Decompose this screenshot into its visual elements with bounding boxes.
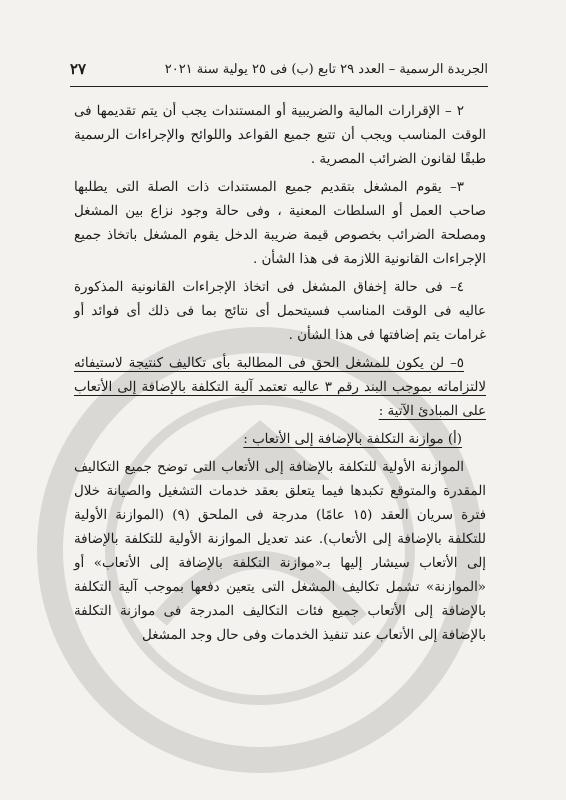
document-body	[74, 100, 486, 652]
header-divider	[70, 86, 488, 87]
paragraph-3: ٣– يقوم المشغل بتقديم جميع المستندات ذات الصلة التى يطلبها صاحب العمل أو السلطات المعنية ، وفى حالة وجود نزاع بين المشغل ومصلحة الضرائب بخصوص قيمة ضريبة الدخل يقوم المشغل باتخاذ جميع الإجراءات القانونية اللازمة فى هذا الشأن .	[74, 180, 486, 267]
gazette-title: الجريدة الرسمية – العدد ٢٩ تابع (ب) فى ٢٥ يولية سنة ٢٠٢١	[164, 62, 488, 77]
page-header	[70, 60, 488, 82]
subsection-a-heading: (أ) موازنة التكلفة بالإضافة إلى الأتعاب :	[243, 432, 462, 447]
subsection-a-body: الموازنة الأولية للتكلفة بالإضافة إلى الأتعاب التى توضح جميع التكاليف المقدرة والمتوقع تكبدها فيما يتعلق بعقد خدمات التشغيل والصيانة خلال فترة سريان العقد (١٥ عامًا) مدرجة فى الملحق (٩) (الموازنة الأولية للتكلفة بالإضافة إلى الأتعاب). عند تعديل الموازنة الأولية للتكلفة بالإضافة إلى الأتعاب سيشار إليها بـ«موازنة التكلفة بالإضافة إلى الأتعاب» أو «الموازنة» تشمل تكاليف المشغل التى يتعين دفعها بموجب آلية التكلفة بالإضافة إلى الأتعاب جميع فئات التكاليف المدرجة فى موازنة التكلفة بالإضافة إلى الأتعاب عند تنفيذ الخدمات وفى حال وجد المشغل	[74, 460, 486, 643]
paragraph-5: ٥– لن يكون للمشغل الحق فى المطالبة بأى تكاليف كنتيجة لاستيفائه لالتزاماته بموجب البند رقم ٣ عاليه تعتمد آلية التكلفة بالإضافة إلى الأتعاب على المبادئ الآتية :	[74, 356, 486, 419]
paragraph-2: ٢ – الإقرارات المالية والضريبية أو المستندات يجب أن يتم تقديمها فى الوقت المناسب ويجب أن تتبع جميع القواعد واللوائح والإجراءات الرسمية طبقًا لقانون الضرائب المصرية .	[74, 104, 486, 167]
page-number: ٢٧	[70, 60, 87, 78]
paragraph-4: ٤– فى حالة إخفاق المشغل فى اتخاذ الإجراءات القانونية المذكورة عاليه فى الوقت المناسب فسيتحمل أى نتائج بما فى ذلك أى فوائد أو غرامات يتم إضافتها فى هذا الشأن .	[74, 280, 486, 343]
